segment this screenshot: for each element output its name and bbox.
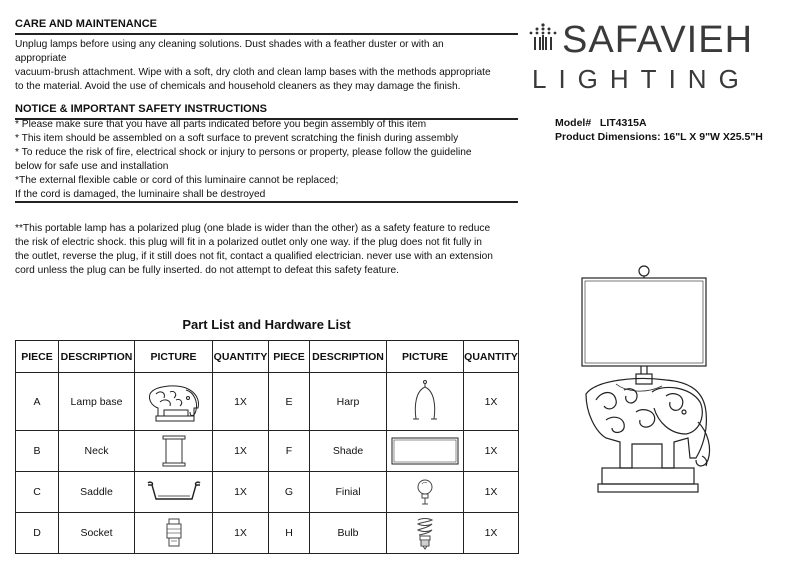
notice-line: If the cord is damaged, the luminaire shall be destroyed bbox=[15, 189, 266, 200]
piece-cell: B bbox=[16, 431, 59, 472]
bulb-icon bbox=[387, 516, 463, 550]
picture-cell bbox=[387, 373, 464, 431]
neck-icon bbox=[135, 434, 212, 468]
quantity-cell: 1X bbox=[213, 513, 269, 554]
care-title: CARE AND MAINTENANCE bbox=[15, 18, 157, 30]
piece-cell: A bbox=[16, 373, 59, 431]
quantity-cell: 1X bbox=[213, 472, 269, 513]
description-cell: Finial bbox=[310, 472, 387, 513]
piece-cell: G bbox=[269, 472, 310, 513]
header-piece: PIECE bbox=[269, 341, 310, 373]
quantity-cell: 1X bbox=[464, 373, 519, 431]
polarized-line: cord unless the plug can be fully inserted. do not attempt to defeat this safety feature. bbox=[15, 265, 399, 276]
socket-icon bbox=[135, 517, 212, 549]
polarized-line: **This portable lamp has a polarized plug (one blade is wider than the other) as a safety feature to reduce bbox=[15, 223, 491, 234]
polarized-plug-paragraph bbox=[15, 222, 493, 278]
notice-line: * To reduce the risk of fire, electrical shock or injury to persons or property, please follow the guideline bbox=[15, 147, 472, 158]
table-row bbox=[16, 513, 519, 554]
piece-cell: C bbox=[16, 472, 59, 513]
picture-cell bbox=[387, 513, 464, 554]
picture-cell bbox=[135, 472, 213, 513]
table-header-row bbox=[16, 341, 519, 373]
description-cell: Harp bbox=[310, 373, 387, 431]
header-picture: PICTURE bbox=[135, 341, 213, 373]
parts-table-title: Part List and Hardware List bbox=[182, 317, 351, 332]
parts-table bbox=[15, 340, 519, 554]
piece-cell: H bbox=[269, 513, 310, 554]
picture-cell bbox=[387, 472, 464, 513]
harp-icon bbox=[387, 379, 463, 425]
piece-cell: E bbox=[269, 373, 310, 431]
header-description: DESCRIPTION bbox=[310, 341, 387, 373]
logo-brand: SAFAVIEH bbox=[562, 19, 754, 61]
picture-cell bbox=[135, 431, 213, 472]
care-divider bbox=[15, 33, 518, 35]
notice-bottom-divider bbox=[15, 201, 518, 203]
description-cell: Lamp base bbox=[59, 373, 135, 431]
header-quantity: QUANTITY bbox=[213, 341, 269, 373]
notice-paragraph bbox=[15, 118, 472, 202]
notice-line: below for safe use and installation bbox=[15, 161, 169, 172]
care-line: to the material. Avoid the use of chemicals and household cleaners as they may damage the finish. bbox=[15, 81, 461, 92]
picture-cell bbox=[387, 431, 464, 472]
header-picture: PICTURE bbox=[387, 341, 464, 373]
polarized-line: the outlet, reverse the plug, if it still does not fit, contact a qualified electrician. never use with an extension bbox=[15, 251, 493, 262]
care-paragraph bbox=[15, 38, 491, 94]
model-number: Model# LIT4315A bbox=[555, 117, 647, 129]
saddle-icon bbox=[135, 479, 212, 505]
header-piece: PIECE bbox=[16, 341, 59, 373]
finial-icon bbox=[387, 477, 463, 507]
logo-sub: LIGHTING bbox=[532, 64, 751, 94]
description-cell: Bulb bbox=[310, 513, 387, 554]
shade-icon bbox=[387, 436, 463, 466]
quantity-cell: 1X bbox=[213, 373, 269, 431]
care-line: vacuum-brush attachment. Wipe with a soft, dry cloth and clean lamp bases with the methods appropriate bbox=[15, 67, 491, 78]
quantity-cell: 1X bbox=[464, 431, 519, 472]
table-row bbox=[16, 472, 519, 513]
header-description: DESCRIPTION bbox=[59, 341, 135, 373]
notice-line: * This item should be assembled on a soft surface to prevent scratching the finish during assembly bbox=[15, 133, 459, 144]
description-cell: Neck bbox=[59, 431, 135, 472]
care-line: appropriate bbox=[15, 53, 67, 64]
header-quantity: QUANTITY bbox=[464, 341, 519, 373]
table-row bbox=[16, 373, 519, 431]
notice-line: *The external flexible cable or cord of this luminaire cannot be replaced; bbox=[15, 175, 339, 186]
description-cell: Shade bbox=[310, 431, 387, 472]
quantity-cell: 1X bbox=[213, 431, 269, 472]
care-line: Unplug lamps before using any cleaning solutions. Dust shades with a feather duster or with an bbox=[15, 39, 444, 50]
picture-cell bbox=[135, 513, 213, 554]
safavieh-logo-mark-icon bbox=[526, 22, 560, 52]
lamp-base-icon bbox=[135, 380, 212, 424]
notice-title: NOTICE & IMPORTANT SAFETY INSTRUCTIONS bbox=[15, 103, 267, 115]
piece-cell: D bbox=[16, 513, 59, 554]
quantity-cell: 1X bbox=[464, 513, 519, 554]
polarized-line: the risk of electric shock. this plug will fit in a polarized outlet only one way. if the plug does not fit fully in bbox=[15, 237, 482, 248]
picture-cell bbox=[135, 373, 213, 431]
table-row bbox=[16, 431, 519, 472]
piece-cell: F bbox=[269, 431, 310, 472]
description-cell: Saddle bbox=[59, 472, 135, 513]
lamp-illustration bbox=[566, 262, 736, 502]
product-dimensions: Product Dimensions: 16"L X 9"W X25.5"H bbox=[555, 131, 763, 143]
quantity-cell: 1X bbox=[464, 472, 519, 513]
model-info bbox=[555, 116, 763, 144]
notice-line: * Please make sure that you have all parts indicated before you begin assembly of this item bbox=[15, 119, 427, 130]
description-cell: Socket bbox=[59, 513, 135, 554]
